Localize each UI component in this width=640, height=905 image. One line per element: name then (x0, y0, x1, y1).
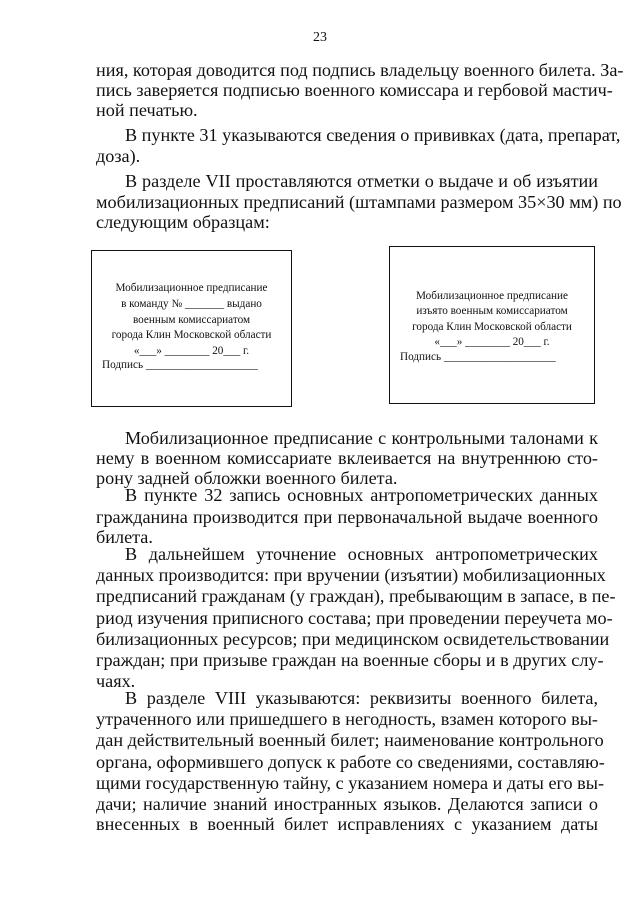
text-line: ной печатью. (96, 100, 198, 120)
text-line: мобилизационных предписаний (штампами размером 35×30 мм) по (96, 192, 622, 212)
stamp-line: Мобилизационное предписание (115, 282, 268, 294)
text-line: доза). (96, 146, 141, 166)
stamp-line: «___» ________ 20___ г. (434, 336, 550, 348)
text-line: В дальнейшем уточнение основных антропометрических (125, 544, 598, 564)
text-line: нему в военном комиссариате вклеивается на внутреннюю сто- (96, 448, 598, 468)
text-line: рону задней обложки военного билета. (96, 468, 398, 488)
text-line: ния, которая доводится под подпись владельцу военного билета. За- (96, 60, 624, 80)
text-line: пись заверяется подписью военного комиссара и гербовой мастич- (96, 80, 613, 100)
stamp-withdrawn (389, 246, 595, 404)
text-line: риод изучения приписного состава; при проведении переучета мо- (96, 608, 613, 628)
text-line: утраченного или пришедшего в негодность, взамен которого вы- (96, 709, 598, 729)
stamp-line: в команду № _______ выдано (121, 298, 262, 310)
text-line: внесенных в военный билет исправлениях с указанием даты (96, 814, 598, 834)
stamp-line: Подпись ____________________ (102, 359, 258, 371)
text-line: В разделе VII проставляются отметки о выдаче и об изъятии (125, 171, 598, 191)
text-line: следующим образцам: (96, 212, 270, 232)
stamp-line: Мобилизационное предписание (415, 290, 568, 302)
text-line: щими государственную тайну, с указанием номера и даты его вы- (96, 773, 605, 793)
text-line: дачи; наличие знаний иностранных языков. Делаются записи о (96, 794, 598, 814)
text-line: дан действительный военный билет; наименование контрольного (96, 730, 604, 750)
stamp-line: «___» ________ 20___ г. (133, 345, 250, 357)
text-line: В пункте 31 указываются сведения о прививках (дата, препарат, (125, 125, 621, 145)
stamp-issued (91, 250, 292, 407)
stamp-line: изъято военным комиссариатом (416, 305, 568, 317)
text-line: чаях. (96, 671, 136, 691)
stamp-line: города Клин Московской области (412, 321, 572, 333)
text-line: предписаний гражданам (у граждан), пребывающим в запасе, в пе- (96, 586, 616, 606)
text-line: граждан; при призыве граждан на военные сборы и в других слу- (96, 650, 604, 670)
text-line: органа, оформившего допуск к работе со сведениями, составляю- (96, 752, 605, 772)
text-line: В разделе VIII указываются: реквизиты военного билета, (125, 688, 598, 708)
stamp-line: военным комиссариатом (132, 314, 251, 326)
text-line: билета. (96, 527, 153, 547)
text-line: гражданина производится при первоначальной выдаче военного (96, 507, 598, 527)
text-line: данных производится: при вручении (изъятии) мобилизационных (96, 565, 606, 585)
text-line: Мобилизационное предписание с контрольными талонами к (125, 428, 598, 448)
text-line: В пункте 32 запись основных антропометрических данных (125, 485, 598, 505)
stamp-line: города Клин Московской области (111, 329, 272, 341)
text-line: билизационных ресурсов; при медицинском освидетельствовании (96, 629, 610, 649)
page-number: 23 (313, 30, 327, 45)
stamp-line: Подпись ____________________ (400, 351, 556, 363)
